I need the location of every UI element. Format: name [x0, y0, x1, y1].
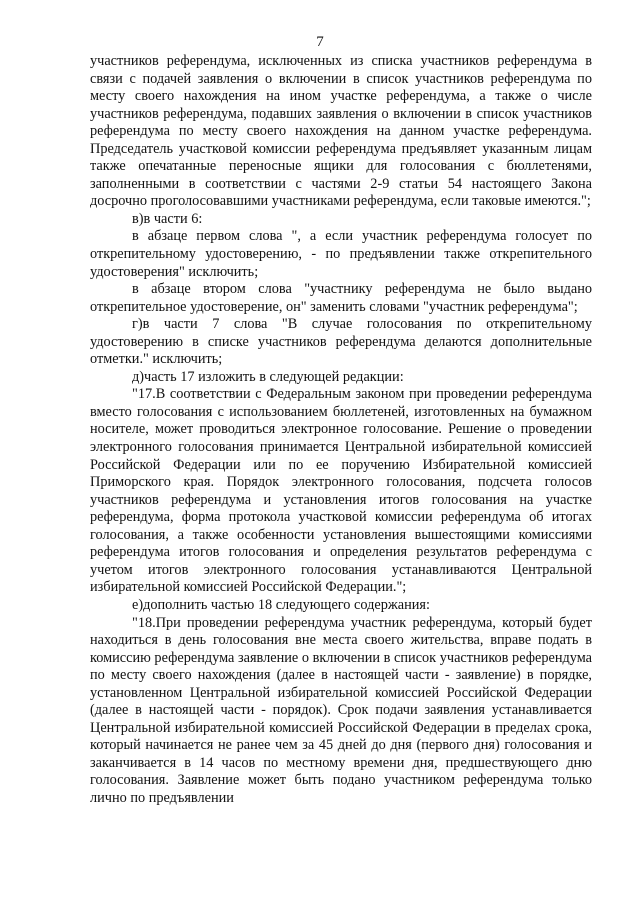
- paragraph-part-18: "18.При проведении референдума участник референдума, который будет находиться в день голосования вне места своего жительства, вправе подать в комиссию референдума заявление о включении в список участников референдума по месту своего нахождения (далее в настоящей части - заявление) в порядке, установленном Центральной избирательной комиссией Российской Федерации (далее в настоящей части - порядок). Срок подачи заявления устанавливается Центральной избирательной комиссией Российской Федерации в пределах срока, который начинается не ранее чем за 45 дней до дня (первого дня) голосования и заканчивается в 14 часов по местному времени дня, предшествующего дню голосования. Заявление может быть подано участником референдума только лично по предъявлении: [90, 614, 592, 806]
- paragraph-item-g: г)в части 7 слова "В случае голосования по открепительному удостоверению в списке участников референдума делаются дополнительные отметки." исключить;: [90, 316, 592, 368]
- page-number: 7: [316, 34, 324, 50]
- paragraph-continuation: участников референдума, исключенных из списка участников референдума в связи с подачей заявления о включении в список участников референдума по месту своего нахождения на ином участке референдума, а также о числе участников референдума, подавших заявления о включении в список участников референдума по месту своего нахождения на данном участке референдума. Председатель участковой комиссии референдума предъявляет указанным лицам также опечатанные переносные ящики для голосования с бюллетенями, заполненными в соответствии с частями 2-9 статьи 54 настоящего Закона досрочно проголосовавшими участниками референдума, если таковые имеются.";: [90, 53, 592, 210]
- paragraph-item-v: в)в части 6:: [132, 210, 203, 227]
- paragraph-part-17: "17.В соответствии с Федеральным законом при проведении референдума вместо голосования с использованием бюллетеней, изготовленных на бумажном носителе, может проводиться электронное голосование. Решение о проведении электронного голосования принимается Центральной избирательной комиссией Российской Федерации или по ее поручению Избирательной комиссией Приморского края. Порядок электронного голосования, подсчета голосов участников референдума и установления итогов голосования на участке референдума, форма протокола участковой комиссии референдума об итогах голосования, а также особенности установления вышестоящими комиссиями референдума итогов голосования и определения результатов референдума с учетом итогов электронного голосования устанавливаются Центральной избирательной комиссией Российской Федерации.";: [90, 386, 592, 596]
- paragraph-item-d: д)часть 17 изложить в следующей редакции:: [132, 368, 404, 385]
- document-body: [90, 53, 592, 808]
- paragraph-first-abzac: в абзаце первом слова ", а если участник референдума голосует по открепительному удостоверению, - по предъявлении также открепительного удостоверения" исключить;: [90, 228, 592, 280]
- paragraph-second-abzac: в абзаце втором слова "участнику референдума не было выдано открепительное удостоверение, он" заменить словами "участник референдума";: [90, 281, 592, 315]
- paragraph-item-e: е)дополнить частью 18 следующего содержания:: [132, 596, 430, 613]
